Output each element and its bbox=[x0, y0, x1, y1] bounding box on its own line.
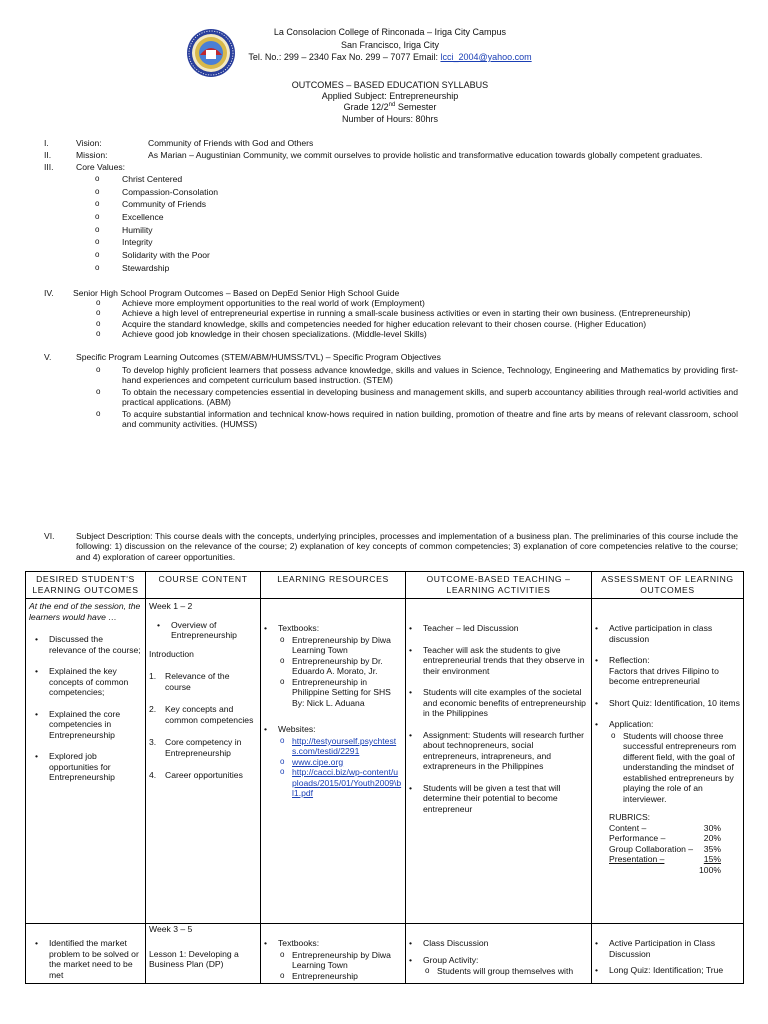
rubrics-label: RUBRICS: bbox=[609, 812, 651, 823]
list-item: o Students will choose three successful entrepreneurs rom different field, with the goal of understanding the mindset of established entrepreneurs by playing the role of an interviewer. bbox=[609, 731, 740, 804]
rubric-row: Group Collaboration – 35% bbox=[609, 843, 721, 854]
rubric-row: Presentation – 15% bbox=[609, 854, 721, 865]
list-item: o Integrity bbox=[122, 237, 218, 250]
syllabus-hours: Number of Hours: 80hrs bbox=[341, 114, 439, 124]
row1-activities-cell bbox=[406, 599, 592, 924]
list-item: o Entrepreneurship by Diwa Learning Town bbox=[278, 635, 402, 656]
assessment-quiz: • Short Quiz: Identification, 10 items bbox=[595, 698, 740, 708]
list-item: • Explored job opportunities for Entrepreneurship bbox=[35, 751, 142, 782]
outcomes-intro: At the end of the session, the learners would have … bbox=[29, 601, 141, 622]
header-learning-outcomes: DESIRED STUDENT'S LEARNING OUTCOMES bbox=[26, 572, 146, 599]
assessment-application: • Application: o Students will choose three successful entrepreneurs rom different field, with the goal of understanding the mindset of established entrepreneurs by playing the role of an interviewer. bbox=[595, 719, 740, 804]
list-item: o Entrepreneurship in Philippine Setting for SHS By: Nick L. Aduana bbox=[278, 677, 402, 708]
subject-description-text: Subject Description: This course deals with the concepts, underlying principles, processes and implementation of a business plan. The preliminaries of this course include the following: 1) discussion on the relevance of the course; 2) explanation of key concepts of common competencies; 3) explanation of core competencies relative to the course; and 4) exploration of career opportunities. bbox=[76, 531, 738, 562]
row1-outcomes-cell bbox=[26, 599, 146, 924]
specific-outcomes-label: Specific Program Learning Outcomes (STEM/ABM/HUMSS/TVL) – Specific Program Objectives bbox=[76, 352, 441, 362]
week-label: Week 1 – 2 bbox=[149, 601, 193, 612]
assessment-reflection: • Reflection: Factors that drives Filipino to become entrepreneurial bbox=[595, 655, 740, 686]
row2-content-cell bbox=[146, 924, 261, 984]
list-item: • Explained the key concepts of common competencies; bbox=[35, 666, 142, 697]
introduction-label: Introduction bbox=[149, 648, 194, 659]
row2-assessment-cell bbox=[592, 924, 744, 984]
row2-activities-cell bbox=[406, 924, 592, 984]
syllabus-heading: OUTCOMES – BASED EDUCATION SYLLABUS bbox=[291, 80, 489, 90]
list-item: o Students will group themselves with bbox=[423, 966, 588, 976]
list-item: • Active Participation in Class Discussion bbox=[595, 938, 740, 959]
list-item: o Humility bbox=[122, 225, 218, 238]
rubric-row: Performance – 20% bbox=[609, 833, 721, 844]
table-row bbox=[26, 599, 744, 924]
list-item: • Teacher will ask the students to give entrepreneurial trends that they observe in their environment bbox=[409, 645, 588, 676]
rubrics-total: 100% bbox=[699, 864, 721, 875]
list-item: o Achieve good job knowledge in their chosen specializations. (Middle-level Skills) bbox=[122, 329, 738, 339]
table-row bbox=[26, 924, 744, 984]
header-assessment: ASSESSMENT OF LEARNING OUTCOMES bbox=[592, 572, 744, 599]
email-link[interactable]: lcci_2004@yahoo.com bbox=[440, 52, 532, 62]
list-item: 1. Relevance of the course bbox=[149, 671, 230, 692]
list-item: o Solidarity with the Poor bbox=[122, 250, 218, 263]
list-item: o To obtain the necessary competencies essential in developing business and management skills, and superb accountancy abilities through real-world activities and practical applications. (ABM) bbox=[122, 387, 738, 408]
website-link[interactable]: o http://cacci.biz/wp-content/uploads/2015/01/Youth2009\bl1.pdf bbox=[278, 767, 402, 798]
header-learning-resources: LEARNING RESOURCES bbox=[261, 572, 406, 599]
rubric-row: Content – 30% bbox=[609, 822, 721, 833]
vision-text: Community of Friends with God and Others bbox=[148, 138, 314, 148]
list-item: o To develop highly proficient learners that possess advance knowledge, skills and values in Science, Technology, Engineering and Mathematics by providing first-hand experiences and competent curriculum based instruction. (STEM) bbox=[122, 365, 738, 386]
list-item: 4. Career opportunities bbox=[149, 770, 243, 781]
contact-numbers: Tel. No.: 299 – 2340 Fax No. 299 – 7077 Email: bbox=[248, 52, 441, 62]
list-item: o Entrepreneurship bbox=[278, 971, 402, 981]
table-header-row bbox=[26, 572, 744, 599]
header-course-content: COURSE CONTENT bbox=[146, 572, 261, 599]
college-seal-logo bbox=[186, 28, 236, 78]
syllabus-grade: Grade 12/2nd Semester bbox=[343, 102, 437, 112]
list-item: • Long Quiz: Identification; True bbox=[595, 965, 740, 975]
textbooks-group: • Textbooks: o Entrepreneurship by Diwa Learning Town o Entrepreneurship bbox=[264, 938, 402, 981]
list-item: 2. Key concepts and common competencies bbox=[149, 704, 254, 725]
list-item: o Achieve a high level of entrepreneurial expertise in running a small-scale business activities or even in starting their own business. (Entrepreneurship) bbox=[122, 308, 738, 318]
list-item: o Excellence bbox=[122, 212, 218, 225]
header-teaching-activities: OUTCOME-BASED TEACHING – LEARNING ACTIVITIES bbox=[406, 572, 592, 599]
list-item: • Students will be given a test that will determine their potential to become entrepreneur bbox=[409, 783, 588, 814]
college-name: La Consolacion College of Rinconada – Iriga City Campus bbox=[273, 27, 507, 37]
list-item: o Community of Friends bbox=[122, 199, 218, 212]
shs-outcomes-list bbox=[122, 298, 738, 340]
list-item: • Group Activity: o Students will group themselves with bbox=[409, 955, 588, 977]
list-item: • Class Discussion bbox=[409, 938, 588, 948]
list-item: • Identified the market problem to be solved or the market need to be met bbox=[35, 938, 142, 980]
week-label: Week 3 – 5 bbox=[149, 924, 193, 935]
row1-content-cell bbox=[146, 599, 261, 924]
list-item: o Stewardship bbox=[122, 263, 218, 276]
shs-outcomes-label: Senior High School Program Outcomes – Based on DepEd Senior High School Guide bbox=[73, 288, 400, 298]
list-item: o To acquire substantial information and technical know-hows required in nation building, promotion of theatre and fine arts by means of relevant classroom, school and community activities. (HUMSS) bbox=[122, 409, 738, 430]
list-item: o Christ Centered bbox=[122, 174, 218, 187]
specific-outcomes-list bbox=[122, 365, 738, 430]
list-item: • Explained the core competencies in Entrepreneurship bbox=[35, 709, 142, 740]
website-link[interactable]: o www.cipe.org bbox=[278, 757, 402, 767]
syllabus-subject: Applied Subject: Entrepreneurship bbox=[321, 91, 459, 101]
list-item: • Students will cite examples of the societal and economic benefits of entrepreneurship in the Philippines bbox=[409, 687, 588, 718]
list-item: o Entrepreneurship by Dr. Eduardo A. Morato, Jr. bbox=[278, 656, 402, 677]
list-item: o Compassion-Consolation bbox=[122, 187, 218, 200]
website-link[interactable]: o http://testyourself.psychtests.com/testid/2291 bbox=[278, 736, 402, 757]
overview-item: • Overview of Entrepreneurship bbox=[157, 620, 257, 641]
row1-resources-cell bbox=[261, 599, 406, 924]
websites-group: • Websites: o http://testyourself.psychtests.com/testid/2291 o www.cipe.org o http://cacci.biz/wp-content/uploads/2015/01/Youth2009\bl1.pdf bbox=[264, 724, 402, 798]
assessment-participation: • Active participation in class discussion bbox=[595, 623, 740, 644]
textbooks-group: • Textbooks: o Entrepreneurship by Diwa Learning Town o Entrepreneurship by Dr. Eduardo A. Morato, Jr. o Entrepreneurship in Philippine Setting for SHS By: Nick L. Aduana bbox=[264, 623, 402, 708]
college-contact bbox=[240, 52, 540, 63]
row2-outcomes-cell bbox=[26, 924, 146, 984]
core-values-list bbox=[122, 174, 218, 276]
list-item: • Discussed the relevance of the course; bbox=[35, 634, 142, 655]
row2-resources-cell bbox=[261, 924, 406, 984]
list-item: o Entrepreneurship by Diwa Learning Town bbox=[278, 950, 402, 971]
row1-assessment-cell bbox=[592, 599, 744, 924]
college-address: San Francisco, Iriga City bbox=[340, 40, 440, 50]
list-item: o Acquire the standard knowledge, skills and competencies needed for higher education relevant to their chosen course. (Higher Education) bbox=[122, 319, 738, 329]
list-item: o Achieve more employment opportunities to the real world of work (Employment) bbox=[122, 298, 738, 308]
syllabus-table bbox=[25, 571, 744, 984]
mission-text: As Marian – Augustinian Community, we commit ourselves to provide holistic and transformative education towards globally competent graduates. bbox=[148, 150, 703, 160]
list-item: • Teacher – led Discussion bbox=[409, 623, 588, 633]
list-item: 3. Core competency in Entrepreneurship bbox=[149, 737, 242, 758]
lesson-title: Lesson 1: Developing a Business Plan (DP) bbox=[149, 948, 239, 970]
list-item: • Assignment: Students will research further about technopreneurs, social entrepreneurs, intrapreneurs, and extrapreneurs in the Philippines bbox=[409, 730, 588, 772]
rubrics-block bbox=[595, 812, 740, 875]
